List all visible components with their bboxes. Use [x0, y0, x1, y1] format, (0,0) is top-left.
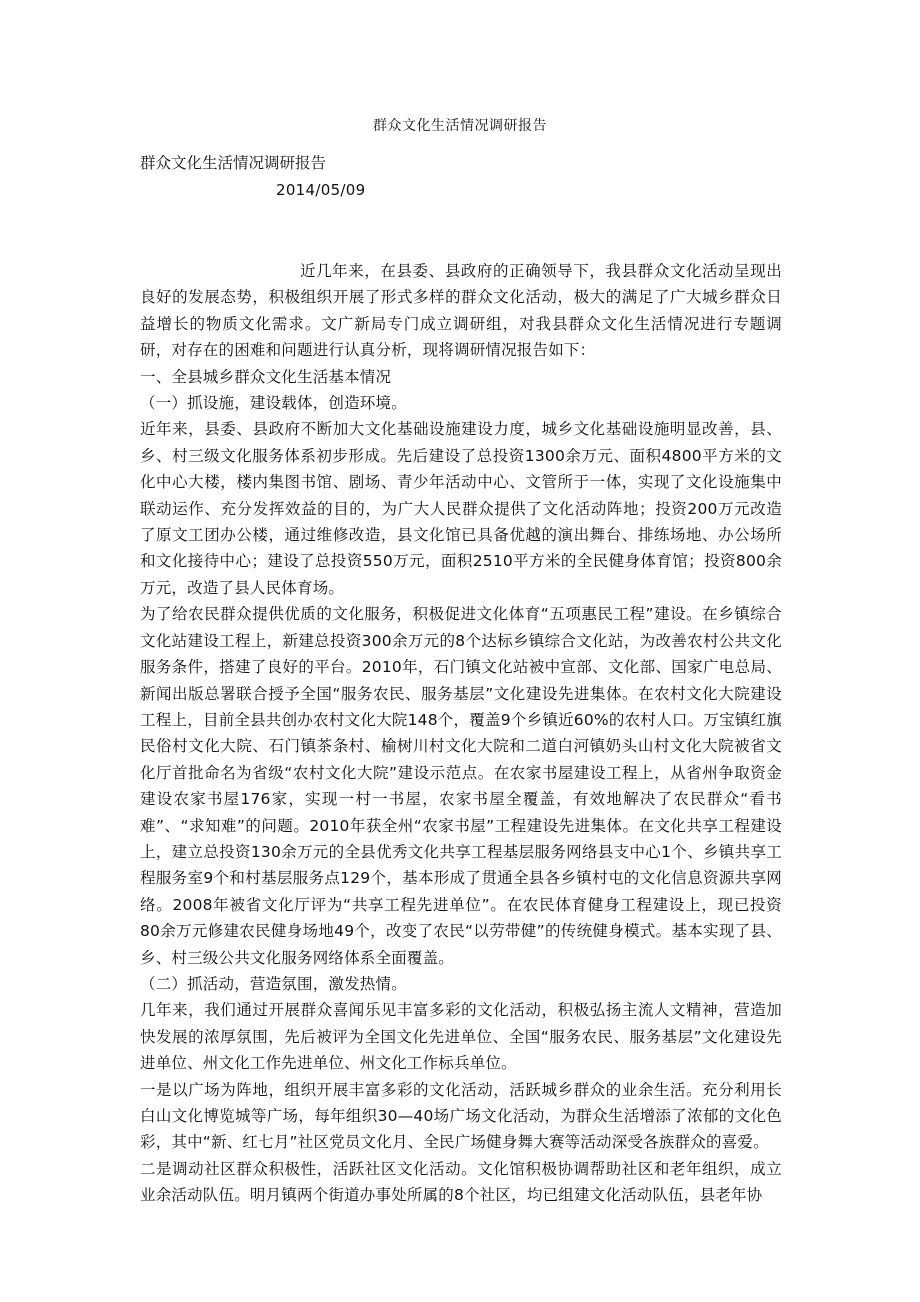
section-heading: 一、全县城乡群众文化生活基本情况 [140, 367, 392, 386]
document-subtitle: 群众文化生活情况调研报告 [140, 154, 327, 172]
body-paragraph: 一是以广场为阵地，组织开展丰富多彩的文化活动，活跃城乡群众的业余生活。充分利用长白山文化博览城等广场，每年组织30—40场广场文化活动，为群众生活增添了浓郁的文化色彩，其中“新、红七月”社区党员文化月、全民广场健身舞大赛等活动深受各族群众的喜爱。 [140, 1080, 782, 1152]
body-paragraph: 二是调动社区群众积极性，活跃社区文化活动。文化馆积极协调帮助社区和老年组织，成立业余活动队伍。明月镇两个街道办事处所属的8个社区，均已组建文化活动队伍，县老年协 [140, 1159, 782, 1205]
document-title: 群众文化生活情况调研报告 [373, 118, 547, 134]
document-date: 2014/05/09 [276, 181, 366, 199]
subsection-heading: （二）抓活动，营造氛围，激发热情。 [140, 974, 407, 993]
subsection-heading: （一）抓设施，建设载体，创造环境。 [140, 394, 407, 413]
body-paragraph: 近年来，县委、县政府不断加大文化基础设施建设力度，城乡文化基础设施明显改善，县、乡、村三级文化服务体系初步形成。先后建设了总投资1300余万元、面积4800平方米的文化中心大楼，楼内集图书馆、剧场、青少年活动中心、文管所于一体，实现了文化设施集中联动运作、充分发挥效益的目的，为广大人民群众提供了文化活动阵地；投资200万元改造了原文工团办公楼，通过维修改造，县文化馆已具备优越的演出舞台、排练场地、办公场所和文化接待中心；建设了总投资550万元，面积2510平方米的全民健身体育馆；投资800余万元，改造了县人民体育场。 [140, 420, 782, 597]
document-body [140, 258, 782, 1209]
body-paragraph: 为了给农民群众提供优质的文化服务，积极促进文化体育“五项惠民工程”建设。在乡镇综合文化站建设工程上，新建总投资300余万元的8个达标乡镇综合文化站，为改善农村公共文化服务条件，搭建了良好的平台。2010年，石门镇文化站被中宣部、文化部、国家广电总局、新闻出版总署联合授予全国“服务农民、服务基层”文化建设先进集体。在农村文化大院建设工程上，目前全县共创办农村文化大院148个，覆盖9个乡镇近60%的农村人口。万宝镇红旗民俗村文化大院、石门镇茶条村、榆树川村文化大院和二道白河镇奶头山村文化大院被省文化厅首批命名为省级“农村文化大院”建设示范点。在农家书屋建设工程上，从省州争取资金建设农家书屋176家，实现一村一书屋，农家书屋全覆盖，有效地解决了农民群众“看书难”、“求知难”的问题。2010年获全州“农家书屋”工程建设先进集体。在文化共享工程建设上，建立总投资130余万元的全县优秀文化共享工程基层服务网络县支中心1个、乡镇共享工程服务室9个和村基层服务点129个，基本形成了贯通全县各乡镇村屯的文化信息资源共享网络。2008年被省文化厅评为“共享工程先进单位”。在农民体育健身工程建设上，现已投资80余万元修建农民健身场地49个，改变了农民“以劳带健”的传统健身模式。基本实现了县、乡、村三级公共文化服务网络体系全面覆盖。 [140, 605, 782, 967]
intro-paragraph: 近几年来，在县委、县政府的正确领导下，我县群众文化活动呈现出良好的发展态势，积极组织开展了形式多样的群众文化活动，极大的满足了广大城乡群众日益增长的物质文化需求。文广新局专门成立调研组，对我县群众文化生活情况进行专题调研，对存在的困难和问题进行认真分析，现将调研情况报告如下： [140, 262, 782, 360]
body-paragraph: 几年来，我们通过开展群众喜闻乐见丰富多彩的文化活动，积极弘扬主流人文精神，营造加快发展的浓厚氛围，先后被评为全国文化先进单位、全国“服务农民、服务基层”文化建设先进单位、州文化工作先进单位、州文化工作标兵单位。 [140, 1001, 782, 1073]
